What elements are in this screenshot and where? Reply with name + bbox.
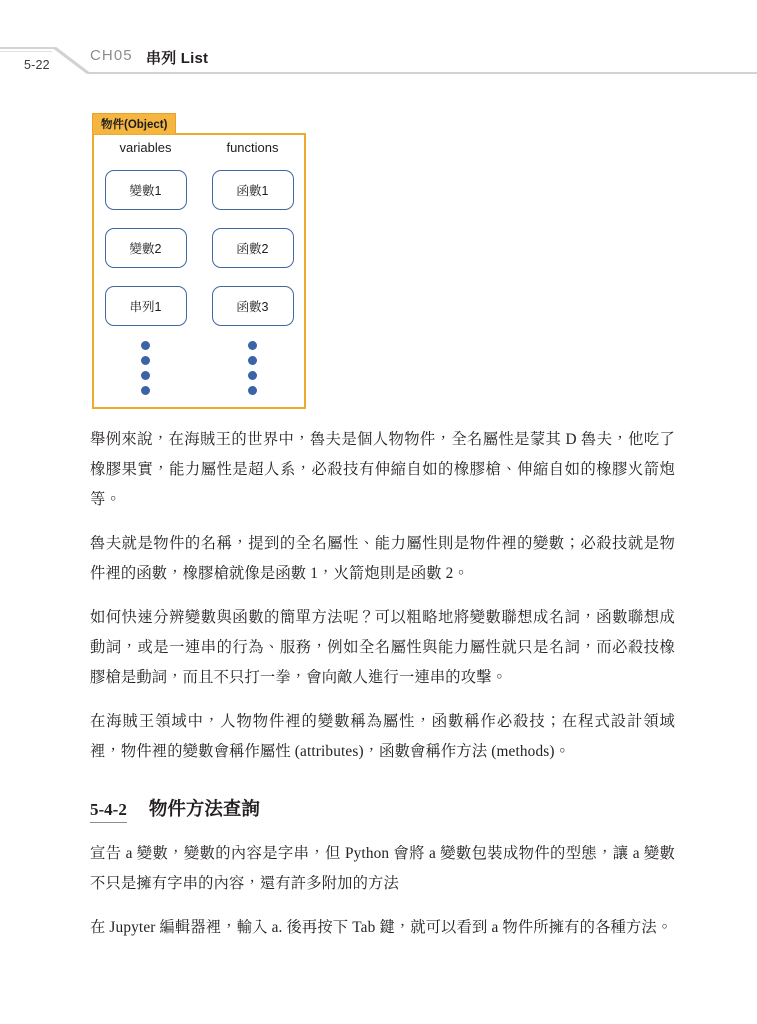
chapter-title: 串列 List (146, 50, 209, 67)
node-function-3: 函數3 (212, 286, 294, 326)
object-diagram (92, 113, 306, 409)
dot-icon (141, 386, 150, 395)
page-running-header (0, 0, 757, 96)
diagram-cell (92, 219, 199, 277)
dot-icon (248, 386, 257, 395)
node-variable-2: 變數2 (105, 228, 187, 268)
dot-icon (141, 371, 150, 380)
dot-icon (248, 341, 257, 350)
column-header-variables: variables (119, 140, 172, 155)
diagram-row (92, 161, 306, 219)
diagram-ellipsis-row (92, 341, 306, 395)
object-tab-label: 物件(Object) (92, 113, 176, 134)
node-variable-3: 串列1 (105, 286, 187, 326)
body-paragraph-3: 如何快速分辨變數與函數的簡單方法呢？可以粗略地將變數聯想成名詞，函數聯想成動詞，或是一連串的行為、服務，例如全名屬性與能力屬性就只是名詞，而必殺技橡膠槍是動詞，而且不只打一拳，會向敵人進行一連串的攻擊。 (90, 609, 675, 686)
section-paragraph-2: 在 Jupyter 編輯器裡，輸入 a. 後再按下 Tab 鍵，就可以看到 a 物件所擁有的各種方法。 (90, 919, 673, 936)
dot-icon (248, 356, 257, 365)
dot-icon (141, 356, 150, 365)
body-paragraph-4: 在海賊王領域中，人物物件裡的變數稱為屬性，函數稱作必殺技；在程式設計領域裡，物件裡的變數會稱作屬性 (attributes)，函數會稱作方法 (methods)。 (90, 713, 675, 760)
node-function-1: 函數1 (212, 170, 294, 210)
chapter-tag: CH05 (90, 47, 133, 64)
diagram-column-headers (92, 140, 306, 155)
diagram-cell (199, 277, 306, 335)
dot-icon (141, 341, 150, 350)
body-paragraph-1: 舉例來說，在海賊王的世界中，魯夫是個人物物件，全名屬性是蒙其 D 魯夫，他吃了橡膠果實，能力屬性是超人系，必殺技有伸縮自如的橡膠槍、伸縮自如的橡膠火箭炮等。 (90, 431, 675, 508)
diagram-grid (92, 161, 306, 395)
body-paragraph-2: 魯夫就是物件的名稱，提到的全名屬性、能力屬性則是物件裡的變數；必殺技就是物件裡的函數，橡膠槍就像是函數 1，火箭炮則是函數 2。 (90, 535, 675, 582)
diagram-cell (92, 161, 199, 219)
diagram-row (92, 277, 306, 335)
dot-icon (248, 371, 257, 380)
diagram-cell (199, 161, 306, 219)
column-header-functions: functions (226, 140, 279, 155)
node-variable-1: 變數1 (105, 170, 187, 210)
section-number: 5-4-2 (90, 800, 127, 823)
section-title: 物件方法查詢 (148, 798, 260, 819)
section-heading (90, 795, 675, 823)
section-paragraph-1: 宣告 a 變數，變數的內容是字串，但 Python 會將 a 變數包裝成物件的型態，讓 a 變數不只是擁有字串的內容，還有許多附加的方法 (90, 845, 675, 892)
page-body (90, 425, 675, 943)
node-function-2: 函數2 (212, 228, 294, 268)
page-number: 5-22 (24, 58, 50, 72)
diagram-cell (92, 277, 199, 335)
diagram-row (92, 219, 306, 277)
diagram-cell (199, 219, 306, 277)
ellipsis-dots-variables (92, 341, 199, 395)
ellipsis-dots-functions (199, 341, 306, 395)
